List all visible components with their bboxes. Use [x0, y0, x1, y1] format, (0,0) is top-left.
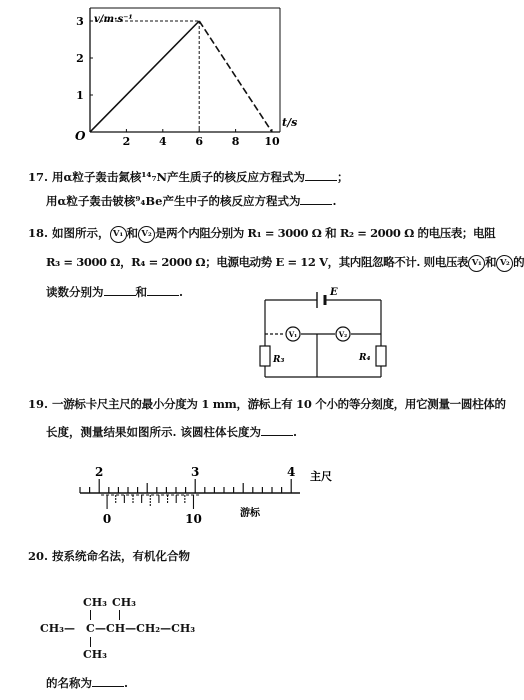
q19-line1: 一游标卡尺主尺的最小分度为 1 mm，游标上有 10 个小的等分刻度，用它测量一圆柱体的 — [52, 397, 506, 411]
resistor-r3-label: R₃ — [273, 355, 285, 365]
q17-blank-1[interactable] — [305, 170, 337, 181]
graph-x-label: t/s — [282, 116, 298, 129]
vernier-caliper-diagram — [70, 450, 380, 535]
question-18-line2 — [46, 254, 524, 272]
circuit-v1-label: V₁ — [288, 330, 298, 339]
q18-blank-2[interactable] — [147, 285, 179, 296]
resistor-r4-label: R₄ — [359, 353, 371, 363]
substituent-ch3-1: CH₃ — [83, 596, 107, 609]
q18-l2a: R₃ = 3000 Ω，R₄ = 2000 Ω；电源电动势 E = 12 V，其内阻忽略不计. 则电压表 — [46, 255, 469, 269]
graph-y-tick-label: 1 — [76, 89, 84, 102]
graph-x-tick-label: 4 — [158, 135, 167, 148]
q18-l3c: . — [179, 285, 184, 299]
q17-blank-2[interactable] — [300, 194, 332, 205]
main-scale-name: 主尺 — [310, 470, 332, 483]
velocity-time-graph — [60, 0, 310, 150]
graph-origin-label: O — [75, 129, 86, 143]
q19-blank[interactable] — [261, 425, 293, 436]
vernier-scale-name: 游标 — [240, 508, 260, 519]
q17-line1-end: ； — [337, 170, 349, 184]
question-18-line3 — [46, 284, 183, 300]
graph-y-label: v/m·s⁻¹ — [94, 14, 133, 25]
graph-y-tick-label: 3 — [76, 15, 84, 28]
question-17-line2 — [46, 193, 336, 209]
question-17 — [28, 169, 349, 185]
q19-line2: 长度，测量结果如图所示. 该圆柱体长度为 — [46, 425, 262, 439]
q20-line2: 的名称为 — [46, 676, 92, 690]
graph-decel-segment — [199, 21, 272, 132]
main-chain-part-a: CH₃— — [40, 622, 75, 635]
q17-number: 17. — [28, 170, 49, 184]
q20-blank[interactable] — [92, 676, 124, 687]
q18-and1: 和 — [126, 226, 139, 240]
voltmeter-v1-symbol: V₁ — [110, 226, 127, 243]
graph-y-tick-label: 2 — [76, 52, 84, 65]
circuit-v2-label: V₂ — [338, 330, 348, 339]
battery-label: E — [330, 287, 338, 298]
resistor-r3-icon — [260, 346, 270, 366]
voltmeter-v2-symbol: V₂ — [138, 226, 155, 243]
substituent-ch3-2: CH₃ — [112, 596, 136, 609]
q18-l3a: 读数分别为 — [46, 285, 104, 299]
q18-l1b: 是两个内阻分别为 R₁ = 3000 Ω 和 R₂ = 2000 Ω 的电压表；电阻 — [155, 226, 496, 240]
q18-blank-1[interactable] — [104, 285, 136, 296]
main-scale-label: 4 — [287, 465, 296, 479]
bond-ch-up — [119, 610, 120, 620]
q17-line1: 用α粒子轰击氮核¹⁴₇N产生质子的核反应方程式为 — [52, 170, 306, 184]
structural-formula — [40, 590, 260, 665]
question-19 — [28, 396, 506, 412]
main-chain-carbon: C — [86, 622, 95, 635]
substituent-ch3-bottom: CH₃ — [83, 648, 107, 661]
q20-line1: 按系统命名法，有机化合物 — [52, 549, 191, 563]
q19-line2-end: . — [293, 425, 298, 439]
main-scale-label: 2 — [95, 465, 104, 479]
voltmeter-v1-symbol-2: V₁ — [468, 255, 485, 272]
q18-number: 18. — [28, 226, 49, 240]
graph-x-tick-label: 8 — [231, 135, 240, 148]
q18-l2b: 的 — [513, 255, 524, 269]
graph-x-tick-label: 2 — [122, 135, 131, 148]
q18-l3b: 和 — [135, 285, 147, 299]
graph-x-tick-label: 6 — [195, 135, 204, 148]
q18-and2: 和 — [485, 255, 497, 269]
vernier-scale-label: 10 — [185, 512, 202, 526]
question-19-line2 — [46, 424, 297, 440]
question-20-line2 — [46, 675, 128, 691]
resistor-r4-icon — [376, 346, 386, 366]
question-18 — [28, 225, 495, 243]
q17-line2-end: . — [332, 194, 337, 208]
graph-accel-segment — [90, 21, 199, 132]
vernier-scale-label: 0 — [102, 512, 112, 526]
question-20 — [28, 548, 190, 564]
q17-line2: 用α粒子轰击铍核⁹₄Be产生中子的核反应方程式为 — [46, 194, 301, 208]
q20-number: 20. — [28, 549, 49, 563]
bond-c-down — [90, 637, 91, 647]
graph-x-tick-label: 10 — [264, 135, 280, 148]
voltmeter-v2-symbol-2: V₂ — [496, 255, 513, 272]
circuit-diagram — [255, 282, 395, 382]
q19-number: 19. — [28, 397, 49, 411]
q18-l1a: 如图所示， — [52, 226, 110, 240]
main-scale-label: 3 — [191, 465, 200, 479]
bond-c-up — [90, 610, 91, 620]
main-chain-part-b: —CH—CH₂—CH₃ — [95, 622, 196, 635]
q20-line2-end: . — [124, 676, 129, 690]
